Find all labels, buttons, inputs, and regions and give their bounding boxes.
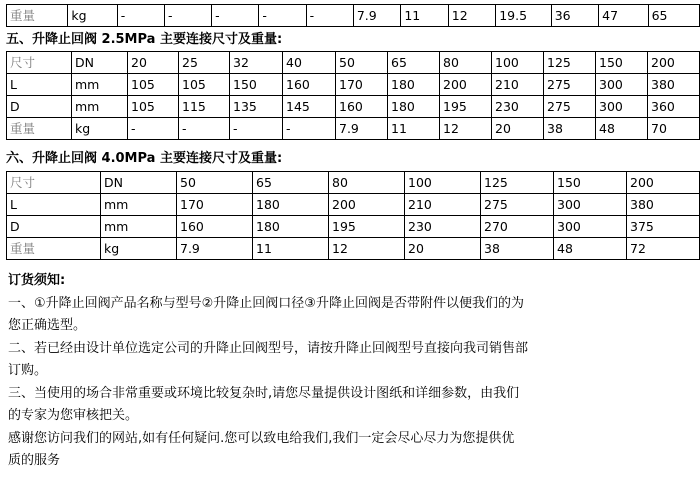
table-cell: 380: [627, 194, 700, 216]
table-cell: 150: [230, 74, 283, 96]
table-cell: -: [212, 5, 259, 27]
table-cell: 38: [481, 238, 554, 260]
table-cell: 19.5: [496, 5, 552, 27]
order-note-line: 一、①升降止回阀产品名称与型号②升降止回阀口径③升降止回阀是否带附件以便我们的为: [8, 295, 524, 311]
table-cell: 20: [492, 118, 544, 140]
table-row: [7, 216, 700, 238]
table-cell: 180: [253, 194, 329, 216]
table-cell: kg: [72, 118, 128, 140]
table-row: [7, 194, 700, 216]
table-cell: mm: [101, 194, 177, 216]
table-cell: 275: [544, 96, 596, 118]
table-cell: -: [117, 5, 164, 27]
table-row: [7, 118, 700, 140]
table-cell: 65: [253, 172, 329, 194]
table-row: [7, 96, 700, 118]
table-cell: 70: [648, 118, 700, 140]
table-cell: 180: [388, 74, 440, 96]
table-cell: 180: [388, 96, 440, 118]
table-cell: mm: [72, 96, 128, 118]
table-cell: 230: [405, 216, 481, 238]
order-note-line: 感谢您访问我们的网站,如有任何疑问.您可以致电给我们,我们一定会尽心尽力为您提供优: [8, 430, 515, 446]
table-cell: 230: [492, 96, 544, 118]
table-cell: 105: [128, 96, 179, 118]
order-note-line: 质的服务: [8, 453, 61, 468]
table-cell: 尺寸: [7, 172, 101, 194]
table-cell: 210: [492, 74, 544, 96]
table-cell: 200: [329, 194, 405, 216]
table-row: [7, 5, 700, 27]
table-cell: L: [7, 74, 72, 96]
table-cell: mm: [101, 216, 177, 238]
table-cell: 11: [401, 5, 448, 27]
table-cell: 160: [177, 216, 253, 238]
table-cell: D: [7, 96, 72, 118]
table-cell: 50: [336, 52, 388, 74]
table-cell: 160: [283, 74, 336, 96]
table-cell: 25: [179, 52, 230, 74]
table-cell: 180: [253, 216, 329, 238]
table-cell: 105: [128, 74, 179, 96]
table-cell: 12: [448, 5, 495, 27]
table-cell: 50: [177, 172, 253, 194]
section5-table-body: [7, 52, 700, 140]
table-cell: 重量: [7, 118, 72, 140]
table-cell: -: [283, 118, 336, 140]
table-cell: 300: [554, 216, 627, 238]
table-cell: 20: [128, 52, 179, 74]
table-cell: 重量: [7, 238, 101, 260]
section5-title: 五、升降止回阀 2.5MPa 主要连接尺寸及重量:: [6, 32, 283, 47]
table-cell: 200: [648, 52, 700, 74]
table-cell: -: [164, 5, 211, 27]
table-cell: 80: [329, 172, 405, 194]
table-cell: 7.9: [177, 238, 253, 260]
section6-table: [6, 171, 700, 260]
table-cell: 275: [544, 74, 596, 96]
table-cell: -: [179, 118, 230, 140]
order-note-line: 订购。: [8, 363, 48, 378]
table-cell: 200: [440, 74, 492, 96]
section6-table-body: [7, 172, 700, 260]
table-cell: 125: [544, 52, 596, 74]
order-note-line: 的专家为您审核把关。: [8, 408, 139, 423]
table-cell: L: [7, 194, 101, 216]
table-cell: 380: [648, 74, 700, 96]
table-row: [7, 52, 700, 74]
table-cell: 11: [253, 238, 329, 260]
table-cell: 210: [405, 194, 481, 216]
table-cell: 300: [596, 74, 648, 96]
table-cell: 36: [551, 5, 598, 27]
table-cell: 275: [481, 194, 554, 216]
table-cell: -: [306, 5, 353, 27]
table-row: [7, 172, 700, 194]
order-notes-heading: 订货须知:: [8, 273, 66, 288]
table-cell: 200: [627, 172, 700, 194]
table-cell: 300: [554, 194, 627, 216]
table-cell: 100: [492, 52, 544, 74]
table-cell: 11: [388, 118, 440, 140]
section6-title: 六、升降止回阀 4.0MPa 主要连接尺寸及重量:: [6, 151, 283, 166]
table-cell: 80: [440, 52, 492, 74]
table-cell: 72: [627, 238, 700, 260]
table-cell: 65: [388, 52, 440, 74]
table-row: [7, 74, 700, 96]
table-cell: kg: [101, 238, 177, 260]
table-cell: 12: [440, 118, 492, 140]
table-cell: 尺寸: [7, 52, 72, 74]
table-cell: 7.9: [336, 118, 388, 140]
table-cell: 48: [596, 118, 648, 140]
previous-table-body: [7, 5, 700, 27]
table-cell: 135: [230, 96, 283, 118]
table-cell: 38: [544, 118, 596, 140]
table-cell: 300: [596, 96, 648, 118]
table-cell: 40: [283, 52, 336, 74]
table-cell: 150: [596, 52, 648, 74]
table-cell: 270: [481, 216, 554, 238]
table-cell: -: [230, 118, 283, 140]
table-row: [7, 238, 700, 260]
table-cell: 170: [177, 194, 253, 216]
table-cell: -: [128, 118, 179, 140]
table-cell: 360: [648, 96, 700, 118]
table-cell: 195: [440, 96, 492, 118]
table-cell: 105: [179, 74, 230, 96]
table-cell: 375: [627, 216, 700, 238]
table-cell: 150: [554, 172, 627, 194]
table-cell: 115: [179, 96, 230, 118]
table-cell: 195: [329, 216, 405, 238]
table-cell: 170: [336, 74, 388, 96]
table-cell: 重量: [7, 5, 68, 27]
section5-table: [6, 51, 700, 140]
order-note-line: 您正确选型。: [8, 318, 87, 333]
previous-table-last-row: [6, 4, 700, 27]
order-note-line: 三、当使用的场合非常重要或环境比较复杂时,请您尽量提供设计图纸和详细参数，由我们: [8, 385, 520, 401]
table-cell: D: [7, 216, 101, 238]
table-cell: mm: [72, 74, 128, 96]
table-cell: -: [259, 5, 306, 27]
table-cell: 125: [481, 172, 554, 194]
table-cell: 100: [405, 172, 481, 194]
order-note-line: 二、若已经由设计单位选定公司的升降止回阀型号，请按升降止回阀型号直接向我司销售部: [8, 340, 529, 356]
order-notes: [8, 270, 613, 473]
table-cell: 7.9: [353, 5, 401, 27]
table-cell: 12: [329, 238, 405, 260]
table-cell: 48: [554, 238, 627, 260]
table-cell: DN: [101, 172, 177, 194]
table-cell: kg: [68, 5, 117, 27]
table-cell: DN: [72, 52, 128, 74]
table-cell: 47: [599, 5, 648, 27]
table-cell: 65: [648, 5, 699, 27]
table-cell: 145: [283, 96, 336, 118]
table-cell: 160: [336, 96, 388, 118]
table-cell: 20: [405, 238, 481, 260]
table-cell: 32: [230, 52, 283, 74]
